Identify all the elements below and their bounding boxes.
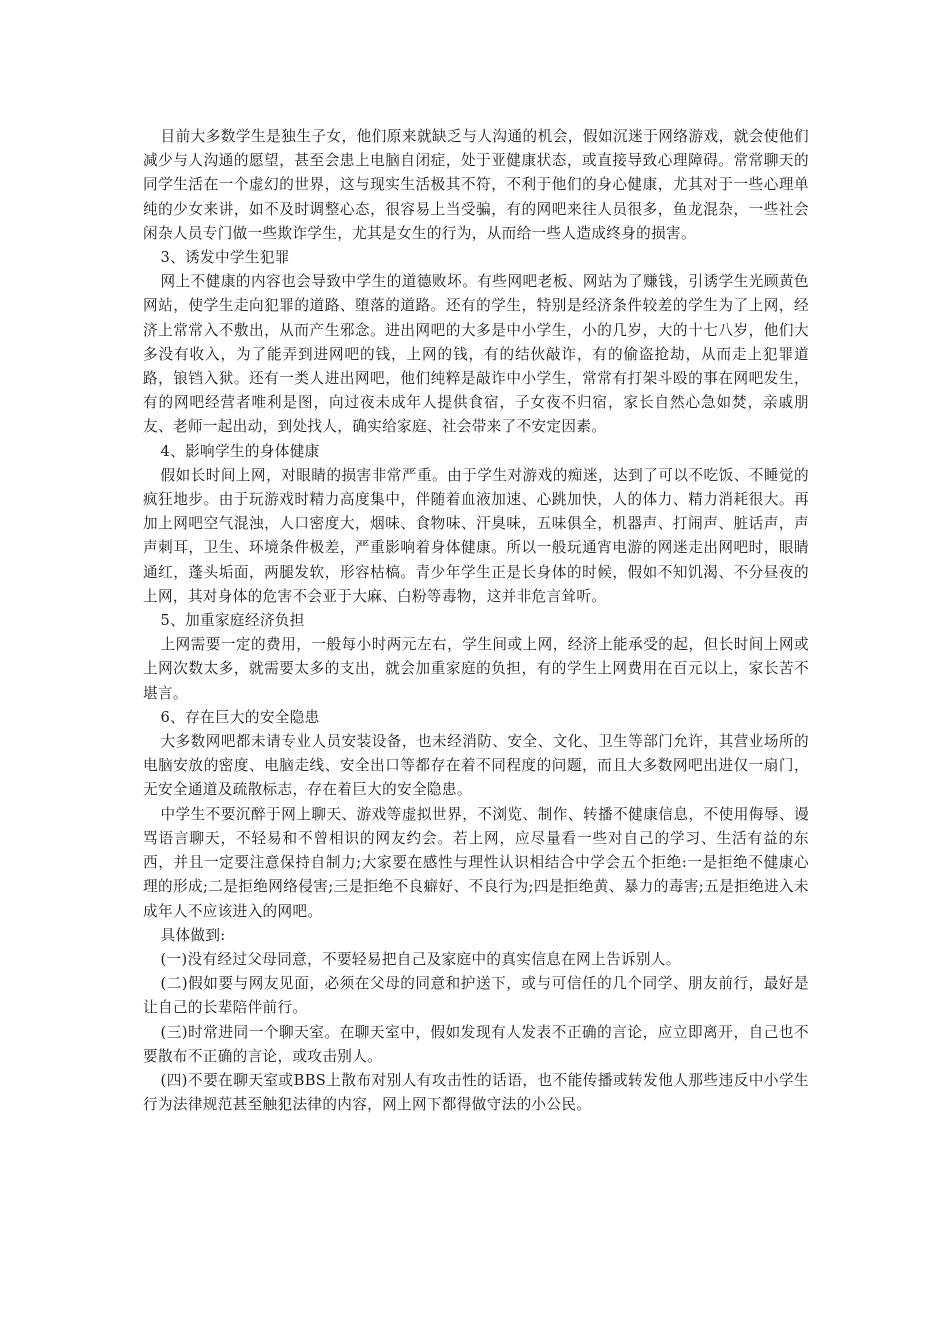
paragraph-crime: 网上不健康的内容也会导致中学生的道德败坏。有些网吧老板、网站为了赚钱，引诱学生光顾黄色网站，使学生走向犯罪的道路、堕落的道路。还有的学生，特别是经济条件较差的学生为了上网，经济上常常入不敷出，从而产生邪念。进出网吧的大多是中小学生，小的几岁，大的十七八岁，他们大多没有收入，为了能弄到进网吧的钱，上网的钱，有的结伙敲诈，有的偷盗抢劫，从而走上犯罪道路，锒铛入狱。还有一类人进出网吧，他们纯粹是敲诈中小学生，常常有打架斗殴的事在网吧发生，有的网吧经营者唯利是图，向过夜未成年人提供食宿，子女夜不归宿，家长自然心急如焚，亲戚朋友、老师一起出动，到处找人，确实给家庭、社会带来了不安定因素。 [143,273,809,436]
paragraph-safety: 大多数网吧都未请专业人员安装设备，也未经消防、安全、文化、卫生等部门允许，其营业场所的电脑安放的密度、电脑走线、安全出口等都存在着不同程度的问题，而且大多数网吧出进仅一扇门，无安全通道及疏散标志，存在着巨大的安全隐患。 [143,733,809,799]
paragraph-health: 假如长时间上网，对眼睛的损害非常严重。由于学生对游戏的痴迷，达到了可以不吃饭、不睡觉的疯狂地步。由于玩游戏时精力高度集中，伴随着血液加速、心跳加快，人的体力、精力消耗很大。再加上网吧空气混浊，人口密度大，烟味、食物味、汗臭味，五味俱全，机器声、打闹声、脏话声，声声刺耳，卫生、环境条件极差，严重影响着身体健康。所以一般玩通宵电游的网迷走出网吧时，眼睛通红，蓬头垢面，两腿发软，形容枯槁。青少年学生正是长身体的时候，假如不知饥渴、不分昼夜的上网，其对身体的危害不会亚于大麻、白粉等毒物，这并非危言耸听。 [143,466,809,605]
section-heading-3: 3、诱发中学生犯罪 [160,249,290,267]
list-item-4: (四)不要在聊天室或BBS上散布对别人有攻击性的话语，也不能传播或转发他人那些违反中小学生行为法律规范甚至触犯法律的内容，网上网下都得做守法的小公民。 [143,1071,809,1114]
list-item-2: (二)假如要与网友见面，必须在父母的同意和护送下，或与可信任的几个同学、朋友前行，最好是让自己的长辈陪伴前行。 [143,975,809,1017]
section-heading-4: 4、影响学生的身体健康 [160,442,320,460]
paragraph-economy: 上网需要一定的费用，一般每小时两元左右，学生间或上网，经济上能承受的起，但长时间上网或上网次数太多，就需要太多的支出，就会加重家庭的负担，有的学生上网费用在百元以上，家长苦不堪言。 [143,636,809,702]
document-body [143,125,809,1117]
section-heading-5: 5、加重家庭经济负担 [160,612,305,630]
paragraph-intro: 目前大多数学生是独生子女，他们原来就缺乏与人沟通的机会，假如沉迷于网络游戏，就会使他们减少与人沟通的愿望，甚至会患上电脑自闭症，处于亚健康状态，或直接导致心理障碍。常常聊天的同学生活在一个虚幻的世界，这与现实生活极其不符，不利于他们的身心健康，尤其对于一些心理单纯的少女来讲，如不及时调整心态，很容易上当受骗，有的网吧来往人员很多，鱼龙混杂，一些社会闲杂人员专门做一些欺诈学生，尤其是女生的行为，从而给一些人造成终身的损害。 [143,128,809,242]
list-item-1: (一)没有经过父母同意，不要轻易把自己及家庭中的真实信息在网上告诉别人。 [160,950,681,968]
subheading-specifics: 具体做到: [160,926,226,944]
list-item-3: (三)时常进同一个聊天室。在聊天室中，假如发现有人发表不正确的言论，应立即离开，自己也不要散布不正确的言论，或攻击别人。 [143,1023,809,1065]
section-heading-6: 6、存在巨大的安全隐患 [160,708,320,726]
paragraph-advice: 中学生不要沉醉于网上聊天、游戏等虚拟世界，不浏览、制作、转播不健康信息，不使用侮辱、谩骂语言聊天，不轻易和不曾相识的网友约会。若上网，应尽量看一些对自己的学习、生活有益的东西，并且一定要注意保持自制力;大家要在感性与理性认识相结合中学会五个拒绝:一是拒绝不健康心理的形成;二是拒绝网络侵害;三是拒绝不良癖好、不良行为;四是拒绝黄、暴力的毒害;五是拒绝进入未成年人不应该进入的网吧。 [143,805,809,920]
